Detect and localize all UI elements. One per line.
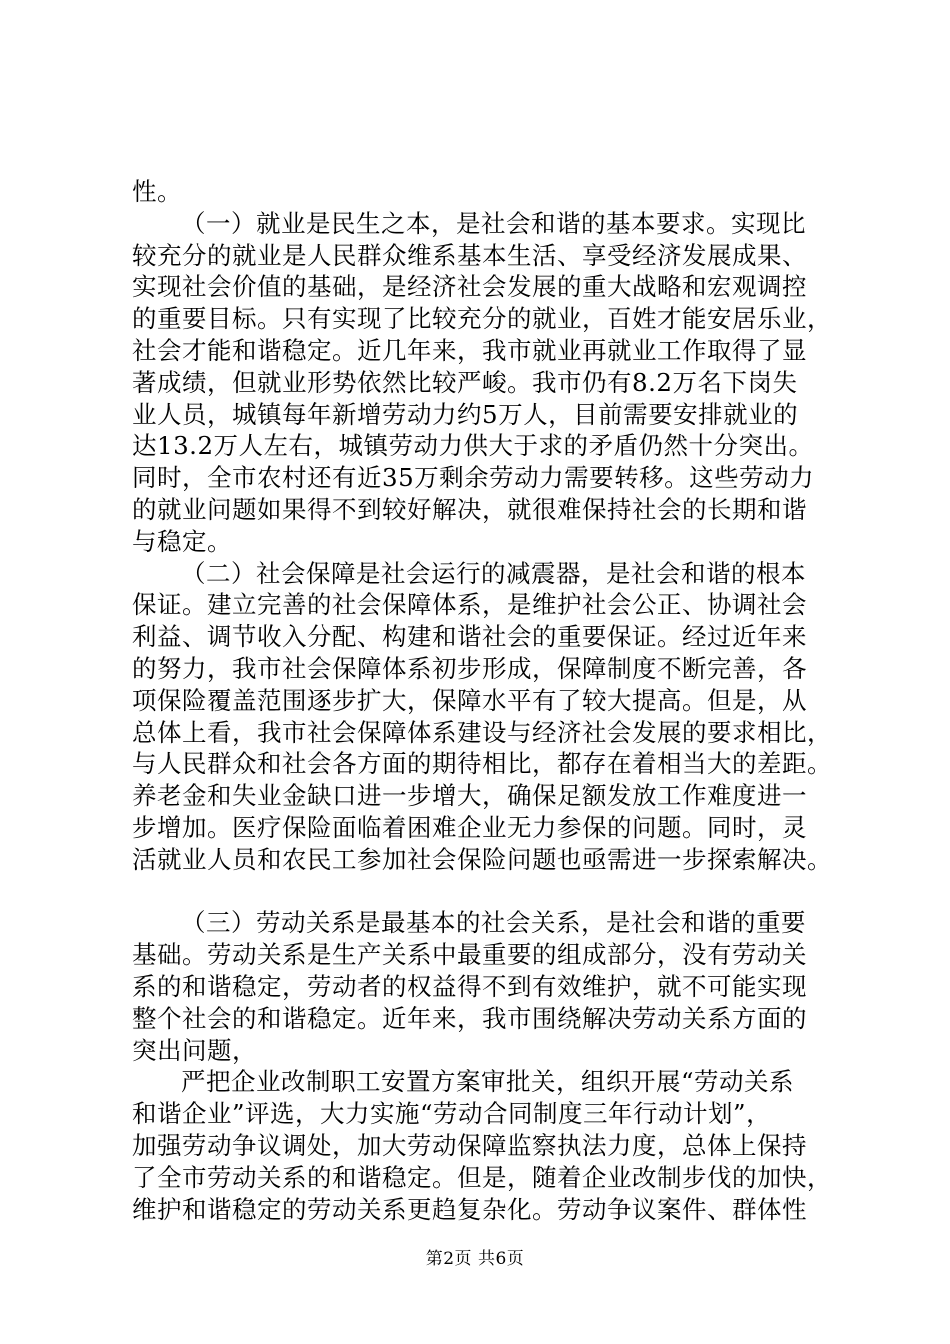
text-line: 维护和谐稳定的劳动关系更趋复杂化。劳动争议案件、群体性 [132,1194,807,1224]
text-line: 的努力，我市社会保障体系初步形成，保障制度不断完善，各 [132,653,807,683]
text-line: （二）社会保障是社会运行的减震器，是社会和谐的根本 [181,558,806,588]
text-line: 严把企业改制职工安置方案审批关，组织开展“劳动关系 [181,1067,795,1097]
text-line: 与稳定。 [132,526,232,556]
text-line: 加强劳动争议调处，加大劳动保障监察执法力度，总体上保持 [132,1130,807,1160]
text-line: （三）劳动关系是最基本的社会关系，是社会和谐的重要 [181,908,806,938]
text-line: 与人民群众和社会各方面的期待相比，都存在着相当大的差距。 [132,749,832,779]
text-line: 达13.2万人左右，城镇劳动力供大于求的矛盾仍然十分突出。 [132,431,814,461]
text-line: 基础。劳动关系是生产关系中最重要的组成部分，没有劳动关 [132,940,807,970]
text-line: 突出问题， [132,1035,257,1065]
text-line: 和谐企业”评选，大力实施“劳动合同制度三年行动计划”， [132,1099,772,1129]
text-line: 了全市劳动关系的和谐稳定。但是，随着企业改制步伐的加快， [132,1162,832,1192]
text-line: 的就业问题如果得不到较好解决，就很难保持社会的长期和谐 [132,494,807,524]
text-line: 性。 [132,177,182,206]
blank-line [132,876,832,908]
text-line: 项保险覆盖范围逐步扩大，保障水平有了较大提高。但是，从 [132,685,807,715]
text-line: 利益、调节收入分配、构建和谐社会的重要保证。经过近年来 [132,622,807,652]
text-line: 的重要目标。只有实现了比较充分的就业，百姓才能安居乐业， [132,304,832,334]
document-body [132,176,832,1225]
text-line: 保证。建立完善的社会保障体系，是维护社会公正、协调社会 [132,590,807,620]
text-line: 著成绩，但就业形势依然比较严峻。我市仍有8.2万名下岗失 [132,367,798,397]
text-line: 系的和谐稳定，劳动者的权益得不到有效维护，就不可能实现 [132,971,807,1001]
text-line: 社会才能和谐稳定。近几年来，我市就业再就业工作取得了显 [132,335,807,365]
page-footer: 第2页 共6页 [425,1249,525,1269]
text-line: 活就业人员和农民工参加社会保险问题也亟需进一步探索解决。 [132,844,832,874]
text-line: 步增加。医疗保险面临着困难企业无力参保的问题。同时，灵 [132,812,807,842]
text-line: （一）就业是民生之本，是社会和谐的基本要求。实现比 [181,208,806,238]
text-line: 同时，全市农村还有近35万剩余劳动力需要转移。这些劳动力 [132,463,815,493]
text-line: 养老金和失业金缺口进一步增大，确保足额发放工作难度进一 [132,781,807,811]
text-line: 整个社会的和谐稳定。近年来，我市围绕解决劳动关系方面的 [132,1003,807,1033]
text-line: 业人员，城镇每年新增劳动力约5万人，目前需要安排就业的 [132,399,799,429]
text-line: 实现社会价值的基础，是经济社会发展的重大战略和宏观调控 [132,272,807,302]
text-line: 总体上看，我市社会保障体系建设与经济社会发展的要求相比， [132,717,832,747]
text-line: 较充分的就业是人民群众维系基本生活、享受经济发展成果、 [132,240,807,270]
